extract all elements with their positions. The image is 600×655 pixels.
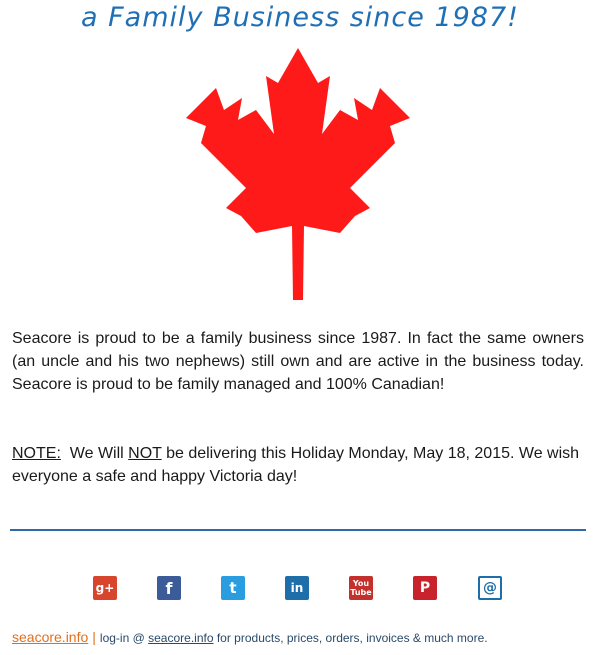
pinterest-glyph: P — [419, 580, 431, 596]
login-link[interactable]: seacore.info — [148, 631, 214, 645]
email-glyph: @ — [483, 580, 497, 596]
linkedin-icon[interactable] — [285, 576, 309, 600]
youtube-icon[interactable] — [349, 576, 373, 600]
footer-separator: | — [92, 629, 96, 645]
linkedin-glyph: in — [290, 581, 304, 595]
footer-text-before: log-in @ — [99, 631, 149, 645]
twitter-icon[interactable] — [221, 576, 245, 600]
pinterest-icon[interactable] — [413, 576, 437, 600]
divider — [10, 529, 586, 531]
footer-text-after: for products, prices, orders, invoices & much more. — [213, 631, 488, 645]
page-headline: a Family Business since 1987! — [81, 2, 519, 33]
notice-label: NOTE: — [12, 445, 61, 462]
twitter-glyph: t — [229, 579, 237, 597]
google-plus-glyph: g+ — [95, 581, 115, 595]
notice-emphasis: NOT — [128, 445, 162, 462]
facebook-glyph: f — [165, 578, 173, 598]
facebook-icon[interactable] — [157, 576, 181, 600]
notice-text-after: be delivering this Holiday Monday, May 18, 2015. We wish everyone a safe and happy Victoria day! — [12, 445, 580, 485]
youtube-glyph: You Tube — [350, 579, 372, 597]
social-links — [0, 576, 600, 600]
brand-link[interactable]: seacore.info — [12, 629, 89, 645]
footer — [12, 629, 592, 645]
notice-text-before: We Will — [60, 445, 129, 462]
holiday-notice — [12, 442, 584, 488]
google-plus-icon[interactable] — [93, 576, 117, 600]
intro-paragraph: Seacore is proud to be a family business since 1987. In fact the same owners (an uncle and his two nephews) still own and are active in the business today. Seacore is proud to be family managed and 100% Canadian! — [12, 330, 584, 393]
maple-leaf-image — [186, 48, 410, 300]
email-icon[interactable] — [478, 576, 502, 600]
